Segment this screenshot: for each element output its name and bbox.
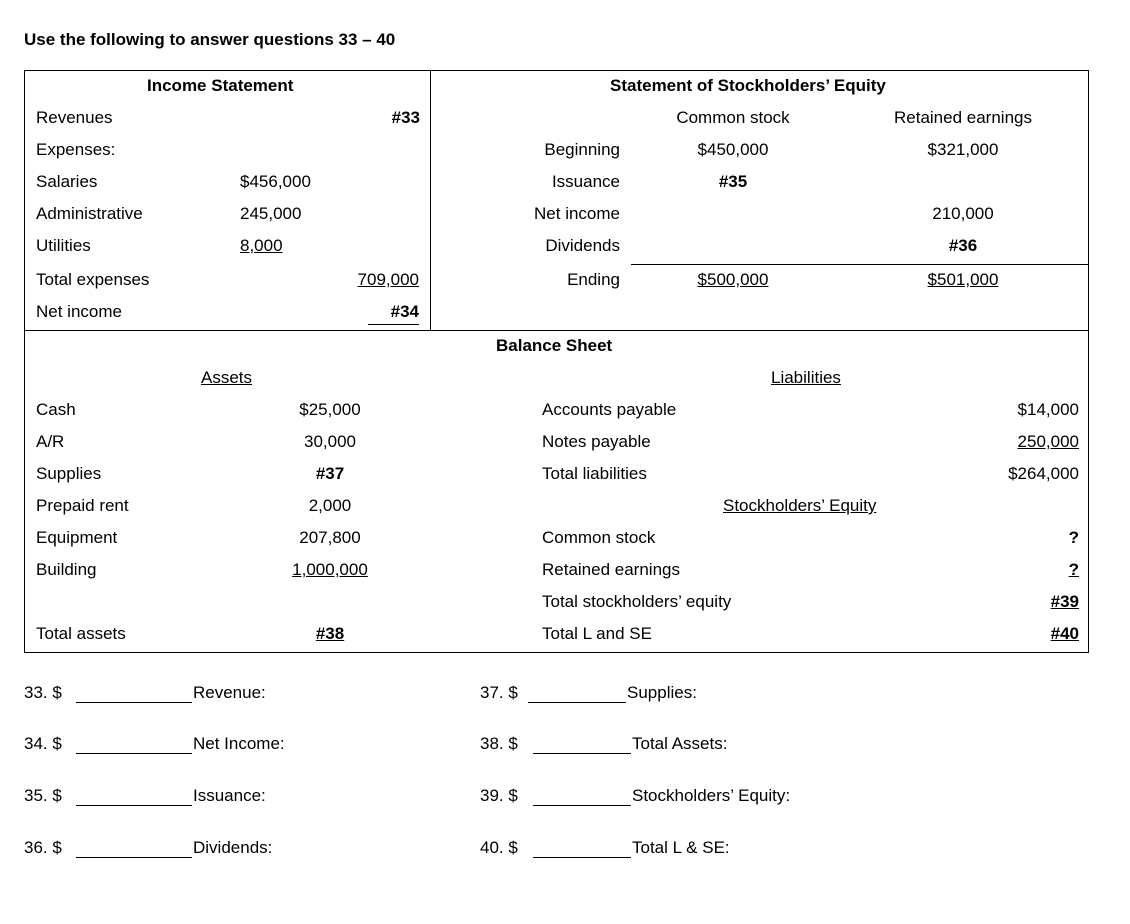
answer-34-label: Net Income: — [193, 734, 285, 753]
balance-sheet-title: Balance Sheet — [496, 336, 613, 355]
answer-38-blank[interactable] — [533, 753, 631, 754]
total-liabilities-label: Total liabilities — [542, 464, 647, 483]
answer-36-number: 36. $ — [24, 838, 62, 857]
net-income-value: #34 — [390, 302, 419, 321]
beginning-common: $450,000 — [697, 140, 769, 159]
accounts-payable-label: Accounts payable — [542, 400, 677, 419]
total-lse-cell — [960, 625, 1079, 642]
page-title: Use the following to answer questions 33 – 40 — [24, 30, 396, 49]
answer-38-label: Total Assets: — [632, 734, 728, 753]
answer-33-blank[interactable] — [76, 702, 192, 703]
ending-common-value: $500,000 — [697, 270, 769, 289]
notes-payable-value: 250,000 — [1017, 432, 1079, 451]
answer-34-blank[interactable] — [76, 753, 192, 754]
net-income-row-label: Net income — [534, 204, 620, 223]
answer-40-blank[interactable] — [533, 857, 631, 858]
col-retained-earnings: Retained earnings — [894, 108, 1032, 127]
cash-value: $25,000 — [299, 400, 361, 419]
answer-40-label: Total L & SE: — [632, 838, 730, 857]
ending-label: Ending — [567, 270, 620, 289]
prepaid-rent-label: Prepaid rent — [36, 496, 129, 515]
total-expenses-label: Total expenses — [36, 270, 150, 289]
answer-35-blank[interactable] — [76, 805, 192, 806]
beginning-retained: $321,000 — [927, 140, 999, 159]
beginning-label: Beginning — [544, 140, 620, 159]
net-income-label: Net income — [36, 302, 122, 321]
retained-earnings-label: Retained earnings — [542, 560, 680, 579]
ar-label: A/R — [36, 432, 65, 451]
total-se-cell — [960, 593, 1079, 610]
answer-39-label: Stockholders’ Equity: — [632, 786, 791, 805]
cash-label: Cash — [36, 400, 76, 419]
administrative-value: 245,000 — [240, 204, 302, 223]
total-lse-value: #40 — [1050, 624, 1079, 643]
answer-40-number: 40. $ — [480, 838, 518, 857]
answer-37-number: 37. $ — [480, 683, 518, 702]
total-expenses-value: 709,000 — [357, 270, 419, 289]
ending-retained-value: $501,000 — [927, 270, 999, 289]
total-assets-label: Total assets — [36, 624, 126, 643]
expenses-label: Expenses: — [36, 140, 116, 159]
retained-earnings-cell — [960, 561, 1079, 578]
total-assets-cell — [270, 625, 390, 642]
equity-statement-title: Statement of Stockholders’ Equity — [610, 76, 886, 95]
net-income-retained: 210,000 — [932, 204, 994, 223]
building-value-cell — [270, 561, 390, 578]
answer-37-label: Supplies: — [627, 683, 697, 702]
common-stock-label: Common stock — [542, 528, 656, 547]
prepaid-rent-value: 2,000 — [308, 496, 352, 515]
answer-36-blank[interactable] — [76, 857, 192, 858]
utilities-value: 8,000 — [240, 236, 283, 255]
stockholders-equity-header: Stockholders’ Equity — [723, 496, 877, 515]
assets-header: Assets — [201, 368, 253, 387]
salaries-value: $456,000 — [240, 172, 311, 191]
answer-38-number: 38. $ — [480, 734, 518, 753]
equipment-value: 207,800 — [299, 528, 361, 547]
total-liabilities-value: $264,000 — [1008, 464, 1079, 483]
equipment-label: Equipment — [36, 528, 118, 547]
building-label: Building — [36, 560, 97, 579]
notes-payable-cell — [960, 433, 1079, 450]
answer-35-label: Issuance: — [193, 786, 266, 805]
answer-37-blank[interactable] — [528, 702, 626, 703]
income-statement-title: Income Statement — [147, 76, 294, 95]
revenues-label: Revenues — [36, 108, 113, 127]
issuance-common: #35 — [718, 172, 748, 191]
supplies-value: #37 — [315, 464, 345, 483]
answer-33-label: Revenue: — [193, 683, 266, 702]
answer-34-number: 34. $ — [24, 734, 62, 753]
answer-33-number: 33. $ — [24, 683, 62, 702]
supplies-label: Supplies — [36, 464, 102, 483]
answer-39-blank[interactable] — [533, 805, 631, 806]
dividends-retained: #36 — [948, 236, 978, 255]
col-common-stock: Common stock — [676, 108, 790, 127]
accounts-payable-value: $14,000 — [1017, 400, 1079, 419]
administrative-label: Administrative — [36, 204, 143, 223]
common-stock-value: ? — [1068, 528, 1079, 547]
notes-payable-label: Notes payable — [542, 432, 651, 451]
total-se-label: Total stockholders’ equity — [542, 592, 732, 611]
issuance-label: Issuance — [551, 172, 620, 191]
dividends-label: Dividends — [545, 236, 620, 255]
utilities-label: Utilities — [36, 236, 91, 255]
answer-35-number: 35. $ — [24, 786, 62, 805]
retained-earnings-value: ? — [1068, 560, 1079, 579]
ending-common — [655, 271, 811, 288]
ar-value: 30,000 — [304, 432, 356, 451]
answer-39-number: 39. $ — [480, 786, 518, 805]
ending-retained — [875, 271, 1051, 288]
liabilities-header: Liabilities — [771, 368, 841, 387]
answer-36-label: Dividends: — [193, 838, 273, 857]
total-assets-value: #38 — [315, 624, 345, 643]
total-lse-label: Total L and SE — [542, 624, 652, 643]
building-value: 1,000,000 — [292, 560, 368, 579]
revenues-value: #33 — [391, 108, 420, 127]
salaries-label: Salaries — [36, 172, 98, 191]
total-se-value: #39 — [1050, 592, 1079, 611]
